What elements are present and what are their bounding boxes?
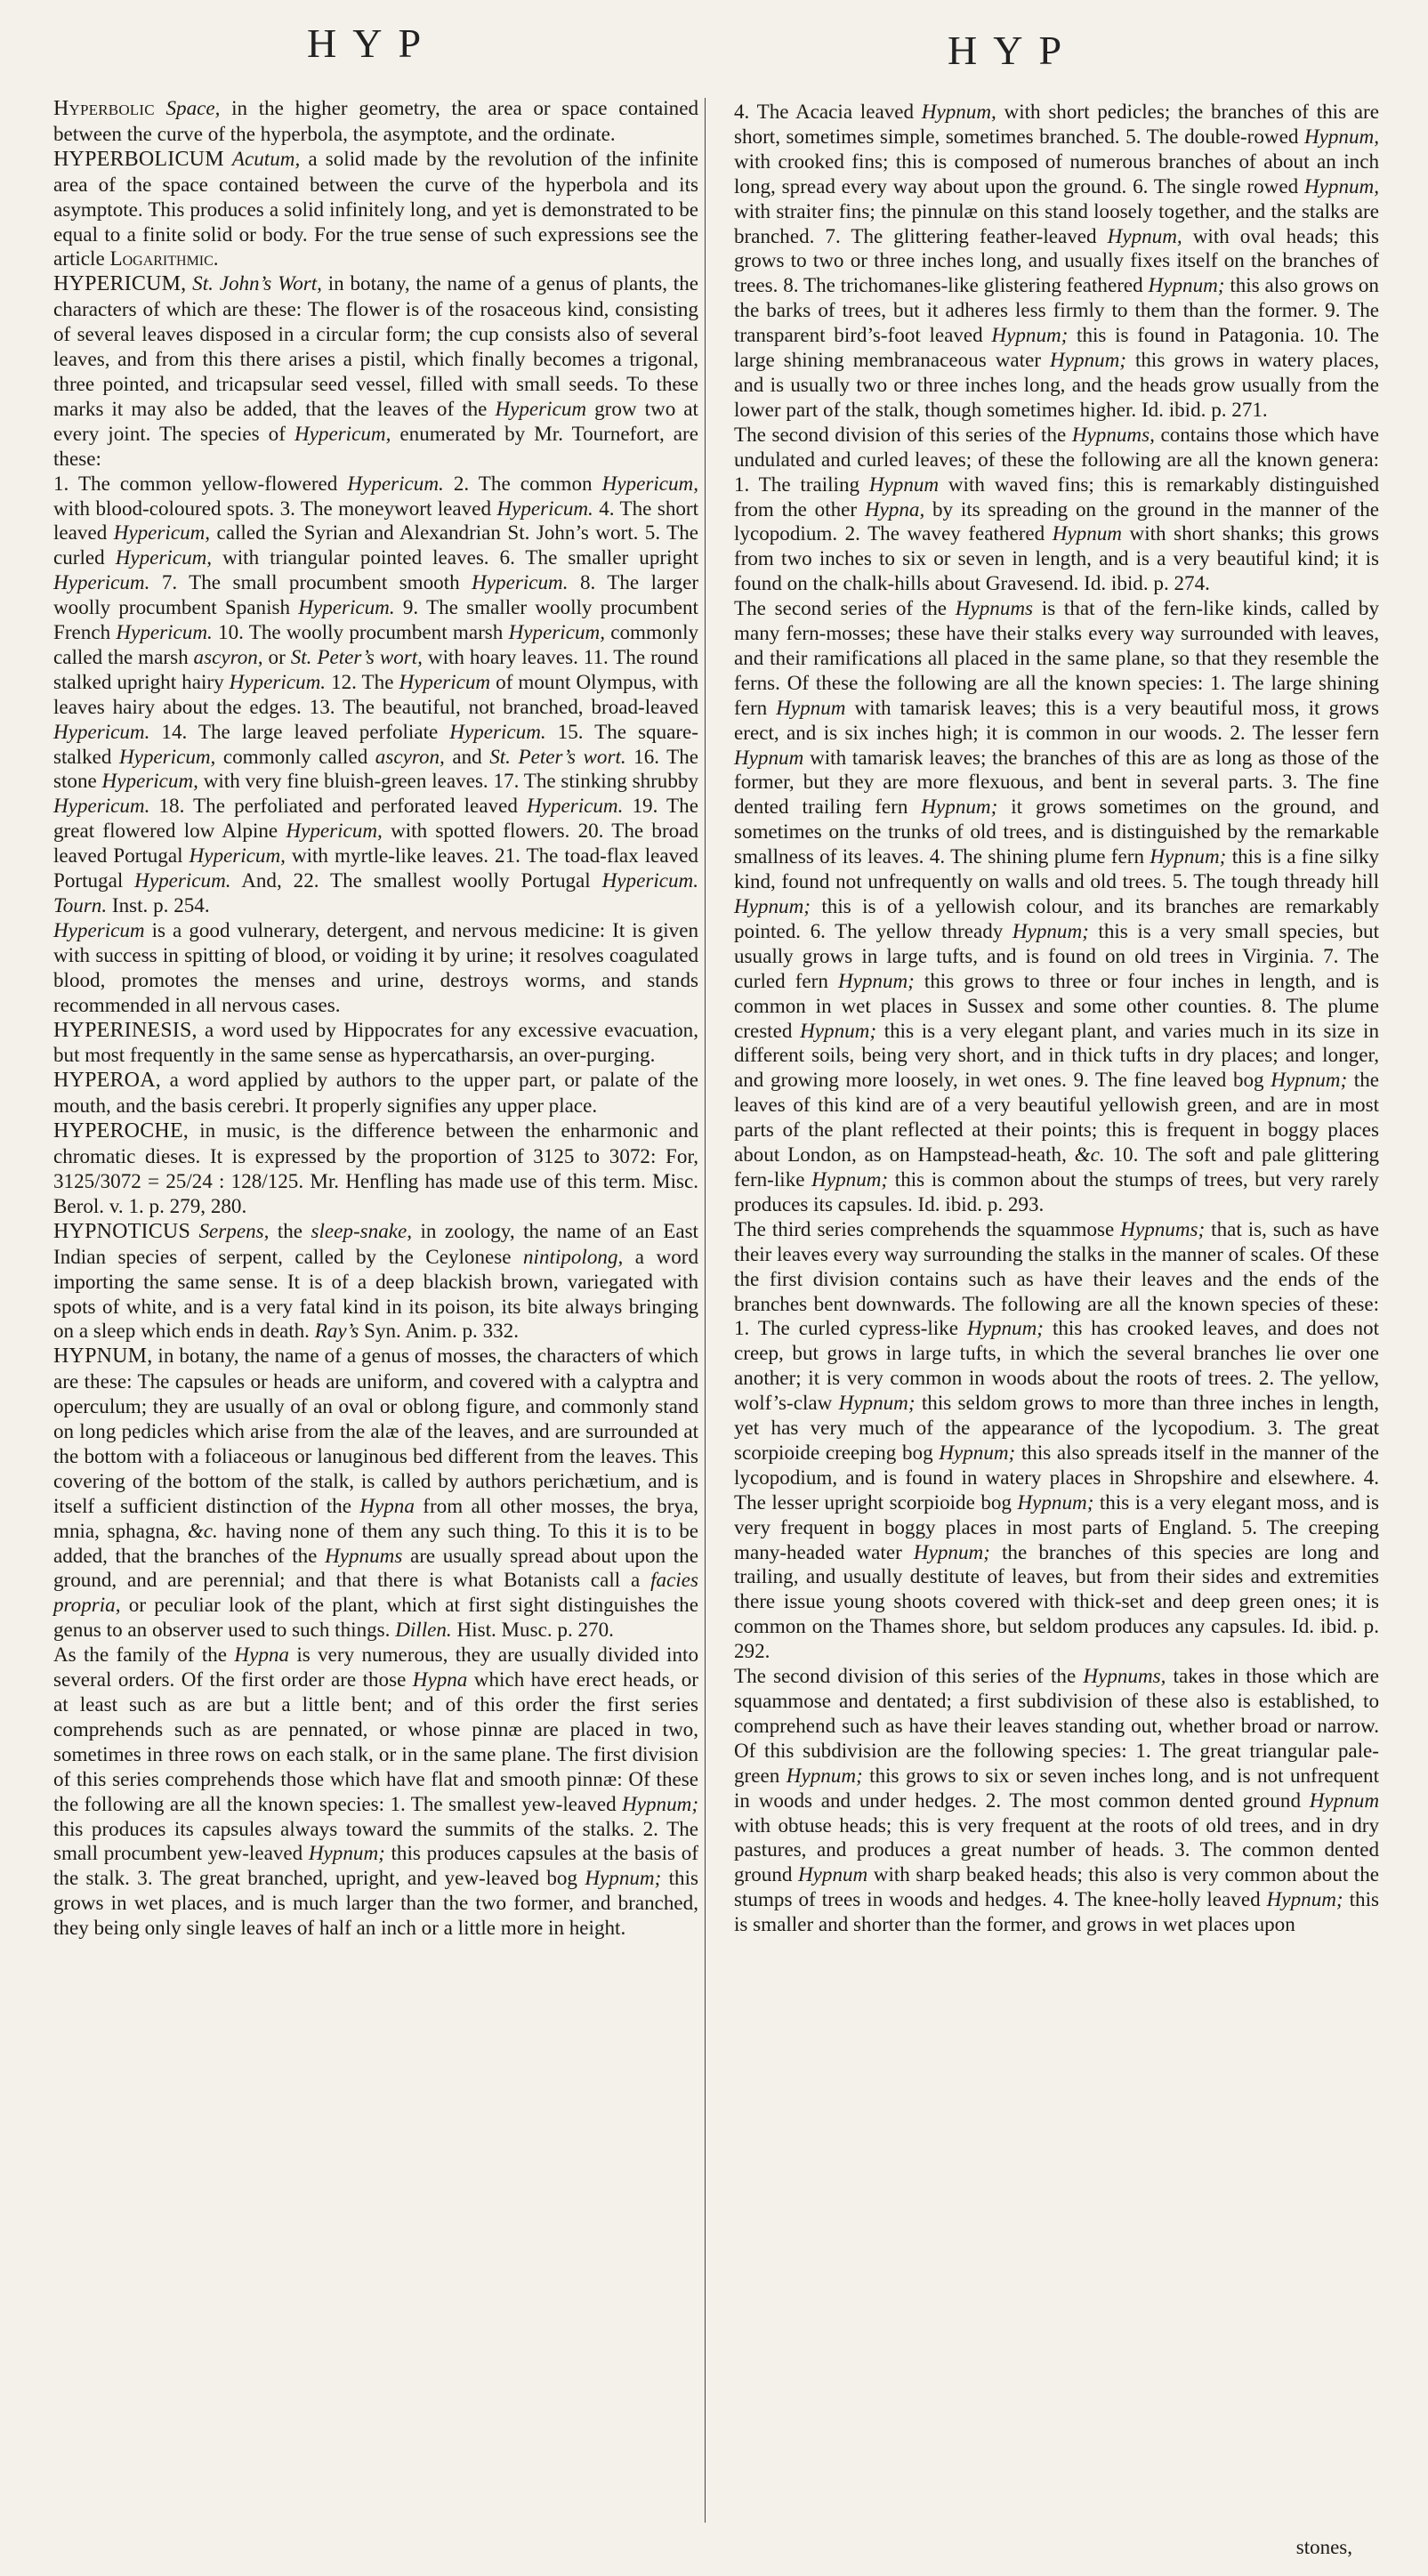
italic-run: Hypericum, (101, 769, 198, 793)
entry-headword: HYPEROA, (53, 1069, 161, 1093)
text-run: this seldom grows to more than three inches in length, yet has very much of the appearance of the lycopodium. 3. The great scorpioide creeping bog (734, 1391, 1379, 1464)
entry-headword: HYPEROCHE, (53, 1119, 190, 1143)
italic-run: &c. (1074, 1143, 1105, 1167)
italic-run: Hypna (234, 1643, 289, 1667)
italic-run: Hypericum, (294, 421, 391, 445)
italic-run: Ray’s (314, 1319, 359, 1343)
italic-run: Hypericum (495, 396, 587, 420)
text-run: the (277, 1218, 303, 1242)
text-run: The second series of the (734, 596, 948, 620)
entry-paragraph (53, 96, 698, 147)
text-run: 18. The perfoliated and perforated leaved (158, 794, 518, 818)
entry-paragraph (53, 147, 698, 272)
italic-run: Hypericum. (53, 794, 150, 818)
text-run: this is a very elegant plant, and varies much in its size in different soils, being very short, and in thick tufts in dry places; and longer, and growing more loosely, in wet ones. 9. The fine leaved bog (734, 1018, 1379, 1092)
italic-run: St. Peter’s wort, (290, 644, 423, 668)
italic-run: ascyron, (193, 644, 263, 668)
text-run: Inst. p. 254. (111, 893, 210, 917)
text-run: this has crooked leaves, and does not creep, but grows in large tufts, in which the several branches lie over one another; it is very common in woods about the roots of trees. 2. The yellow, wolf’s-claw (734, 1316, 1380, 1415)
entry-paragraph (53, 1219, 698, 1345)
text-run: with straiter fins; the pinnulæ on this stand loosely together, and the stalks are branched. 7. The glittering feather-leaved (734, 198, 1379, 247)
text-run: this is found in Patagonia. 10. The large shining membranaceous water (734, 323, 1379, 372)
italic-run: Hypericum, (113, 521, 211, 545)
text-run: with oval heads; this grows to two or three inches long, and usually fixes itself on the branches of trees. 8. The trichomanes-like glistering feathered (734, 223, 1380, 297)
text-run: with triangular pointed leaves. 6. The smaller upright (222, 545, 698, 569)
italic-run: Hypnum, (1303, 174, 1379, 198)
text-run: this produces capsules at the basis of the stalk. 3. The great branched, upright, and yew-leaved bog (53, 1841, 698, 1890)
italic-run: sleep-snake, (311, 1218, 413, 1242)
italic-run: Hypericum. (527, 794, 624, 818)
text-run: Hist. Musc. p. 270. (456, 1618, 614, 1642)
text-run: or peculiar look of the plant, which at first sight distinguishes the genus to an observer used to such things. (53, 1593, 698, 1642)
text-run: with obtuse heads; this is very frequent at the roots of old trees, and in dry pastures, and produces a great number of heads. 3. The common dented ground (734, 1813, 1379, 1886)
italic-run: Hypericum, (118, 744, 216, 768)
text-run: this is smaller and shorter than the former, and grows in wet places upon (734, 1887, 1379, 1936)
text-run: commonly called (222, 744, 368, 768)
text-run: 9. The smaller woolly procumbent French (53, 595, 698, 644)
text-run: The second division of this series of the (734, 422, 1067, 446)
text-run: or (268, 644, 286, 668)
italic-run: Hypnum; (734, 894, 811, 917)
text-run: this is common about the stumps of trees, but very rarely produces its capsules. Id. ibid. p. 293. (734, 1167, 1379, 1215)
text-paragraph (53, 918, 698, 1018)
text-run: with short shanks; this grows from two inches to six or seven in length, and is a very beautiful kind; it is found on the chalk-hills about Gravesend. Id. ibid. p. 274. (734, 521, 1379, 595)
italic-run: Hypnum; (585, 1866, 662, 1890)
text-run: this grows in wet places, and is much larger than the two former, and branched, they being only single leaves of half an inch or a little more in height. (53, 1866, 699, 1940)
italic-run: Hypnum; (921, 795, 998, 819)
text-run: 7. The small procumbent smooth (161, 570, 460, 594)
text-run: which have erect heads, or at least such as are but a little bent; and of this order the first series comprehends such as are pennated, or whose pinnæ are placed in two, sometimes in three rows on each stalk, or in the same plane. The first division of this series comprehends those which have flat and smooth pinnæ: Of these the following are all the known species: 1. The smallest yew-leaved (53, 1668, 699, 1815)
text-run: 12. The (331, 669, 394, 693)
text-run: with tamarisk leaves; the branches of this are as long as those of the former, but they are more flexuous, and bent in several parts. 3. The fine dented trailing fern (734, 745, 1379, 819)
italic-run: Hypericum. (53, 719, 150, 743)
text-run: this produces its capsules always toward the summits of the stalks. 2. The small procumbent yew-leaved (53, 1816, 698, 1865)
italic-run: Hypnum (797, 1862, 868, 1886)
italic-run: Hypnum; (622, 1791, 699, 1815)
text-run: 19. The great flowered low Alpine (53, 794, 698, 843)
entry-headword: HYPERBOLICUM (53, 147, 224, 171)
italic-run: Hypericum, (286, 819, 383, 843)
italic-run: Hypna, (864, 497, 925, 521)
text-run: a word importing the same sense. It is of a deep blackish brown, variegated with spots of white, and is a very fatal kind in its poison, its bite always bringing on a sleep which ends in death. (53, 1244, 698, 1343)
text-run: and (452, 744, 482, 768)
small-caps-run: Logarithmic. (109, 246, 219, 271)
italic-run: Hypnum; (1271, 1068, 1348, 1092)
italic-run: &c. (187, 1518, 218, 1542)
text-run: having none of them any such thing. To this it is to be added, that the branches of the (53, 1518, 698, 1567)
entry-headword: Hyperbolic (53, 97, 155, 120)
italic-run: Hypericum, (508, 620, 605, 644)
text-run: a solid made by the revolution of the infinite area of the space contained between the curve of the hyperbola and its asymptote. This produces a solid infinitely long, and yet is demonstrated to be equal to a finite solid or body. For the true sense of such expressions see the article (53, 146, 698, 271)
italic-run: Serpens, (198, 1218, 270, 1242)
text-run: in zoology, the name of an East Indian species of serpent, called by the Ceylonese (53, 1218, 698, 1268)
italic-run: Hypericum. (496, 496, 593, 520)
text-run: The third series comprehends the squammose (734, 1216, 1115, 1240)
italic-run: Hypnum; (1150, 844, 1227, 868)
text-run: with hoary leaves. 11. The round stalked upright hairy (53, 644, 698, 693)
entry-headword: HYPERICUM, (53, 272, 187, 296)
entry-headword: HYPERINESIS, (53, 1018, 198, 1042)
italic-run: Hypnum; (991, 323, 1069, 347)
italic-run: Acutum, (231, 146, 301, 170)
italic-run: Hypnum; (1266, 1887, 1343, 1911)
italic-run: Hypericum, (115, 545, 213, 569)
italic-run: Hypericum. (449, 719, 546, 743)
text-run: from all other mosses, the brya, mnia, sphagna, (53, 1493, 698, 1542)
italic-run: Hypnum; (837, 968, 915, 992)
text-run: with myrtle-like leaves. 21. The toad-flax leaved Portugal (53, 844, 698, 892)
running-head-left: HYP (307, 20, 438, 66)
italic-run: Hypericum (399, 669, 491, 693)
text-paragraph (734, 1664, 1379, 1937)
italic-run: Hypnum; (800, 1018, 877, 1042)
italic-run: Hypnum; (1148, 273, 1225, 297)
text-run: 1. The common yellow-flowered (53, 471, 338, 495)
entry-paragraph (53, 271, 698, 471)
text-run: this is of a yellowish colour, and its branches are remarkably pointed. 6. The yellow thready (734, 894, 1379, 942)
text-run: grow two at every joint. The species of (53, 396, 698, 445)
italic-run: Hypericum. (229, 669, 327, 693)
text-run: with waved fins; this is remarkably distinguished from the other (734, 472, 1379, 521)
text-run: of mount Olympus, with leaves hairy about the edges. 13. The beautiful, not branched, broad-leaved (53, 669, 698, 718)
text-run: with spotted flowers. 20. The broad leaved Portugal (53, 819, 698, 868)
text-run: this is a fine silky kind, found not unfrequently on walls and old trees. 5. The tough thready hill (734, 844, 1379, 893)
text-run: Syn. Anim. p. 332. (364, 1319, 519, 1343)
text-run: with sharp beaked heads; this also is very common about the stumps of trees in woods and hedges. 4. The knee-holly leaved (734, 1862, 1379, 1911)
text-run: in botany, the name of a genus of plants, the characters of which are these: The flower is of the rosaceous kind, consisting of several leaves disposed in a circular form; the cup consists also of several leaves, and from this there arises a pistil, which finally becomes a trigonal, three pointed, and tricapsular seed vessel, filled with small seeds. To these marks it may also be added, that the leaves of the (53, 271, 699, 420)
italic-run: Hypnums (955, 596, 1034, 620)
text-run: And, 22. The smallest woolly Portugal (241, 868, 591, 892)
text-run: in botany, the name of a genus of mosses, the characters of which are these: The capsules or heads are uniform, and covered with a calyptra and operculum; they are usually of an oval or oblong figure, and commonly stand on long pedicles which arise from the alæ of the leaves, and are surrounded at the bottom with a foliaceous or lanuginous bed different from the leaves. This covering of the bottom of the stalk, is called by authors perichætium, and is itself a sufficient distinction of the (53, 1344, 698, 1517)
italic-run: Hypna (412, 1668, 468, 1692)
entry-headword: HYPNUM, (53, 1345, 153, 1369)
italic-run: Hypericum. (298, 595, 395, 619)
right-column (734, 100, 1379, 1937)
text-run: 4. The short leaved (53, 496, 699, 545)
text-run: this is a very small species, but usually grows in large tufts, and is found on old trees in Virginia. 7. The curled fern (734, 918, 1379, 992)
italic-run: Hypnum; (1050, 348, 1126, 372)
italic-run: Hypnums; (1120, 1216, 1206, 1240)
text-run: with very fine bluish-green leaves. 17. The stinking shrubby (203, 769, 698, 793)
italic-run: Hypnum; (838, 1391, 916, 1415)
text-paragraph (734, 1217, 1379, 1664)
entry-paragraph (53, 1118, 698, 1219)
text-run: takes in those which are squammose and dentated; a first subdivision of these also is established, to comprehend such as have their leaves standing out, whether broad or narrow. Of this subdivision are the following species: 1. The great triangular pale-green (734, 1664, 1380, 1787)
text-run: this grows in watery places, and is usually two or three inches long, and the heads grow usually from the lower part of the stalk, though sometimes higher. Id. ibid. p. 271. (734, 348, 1380, 421)
entry-headword: HYPNOTICUS (53, 1219, 191, 1243)
text-paragraph (734, 596, 1379, 1217)
text-run: is that of the fern-like kinds, called by many fern-mosses; these have their stalks every way surrounded with leaves, and their ramifications all placed in the same plane, so that they resemble the ferns. Of these the following are all the known species: 1. The large shining fern (734, 596, 1379, 719)
italic-run: Hypnums (325, 1543, 403, 1567)
italic-run: Hypnum; (939, 1440, 1016, 1464)
italic-run: Hypnum, (1107, 223, 1182, 247)
italic-run: Dillen. (395, 1618, 452, 1642)
text-paragraph (734, 423, 1379, 596)
text-run: The second division of this series of the (734, 1664, 1077, 1688)
text-run: this grows to three or four inches in length, and is common in wet places in Sussex and some other counties. 8. The plume crested (734, 968, 1379, 1042)
catchword: stones, (1295, 2536, 1352, 2558)
text-run: As the family of the (53, 1643, 228, 1667)
text-run: is very numerous, they are usually divided into several orders. Of the first order are those (53, 1643, 698, 1692)
italic-run: Hypericum. Tourn. (53, 868, 699, 917)
text-run: 10. The soft and pale glittering fern-like (734, 1143, 1379, 1191)
text-run: a word applied by authors to the upper part, or palate of the mouth, and the basis cerebri. It properly signifies any upper place. (53, 1068, 698, 1118)
text-run: 14. The large leaved perfoliate (161, 719, 439, 743)
text-run: 16. The stone (53, 744, 699, 793)
italic-run: Hypericum (53, 917, 145, 941)
italic-run: Hypericum. (53, 570, 150, 594)
italic-run: Hypericum. (472, 570, 569, 594)
italic-run: Hypnum; (1017, 1490, 1094, 1514)
text-run: a word used by Hippocrates for any excessive evacuation, but most frequently in the same sense as hypercatharsis, an over-purging. (53, 1017, 698, 1067)
running-head-right: HYP (948, 28, 1078, 73)
text-paragraph (53, 472, 698, 918)
text-run: 4. The Acacia leaved (734, 100, 915, 123)
text-run: this is a very elegant moss, and is very frequent in boggy places in most parts of England. 5. The creeping many-headed water (734, 1490, 1379, 1563)
text-run: commonly called the marsh (53, 620, 699, 668)
text-run: with blood-coloured spots. 3. The moneywort leaved (53, 496, 492, 520)
text-run: it grows sometimes on the ground, and sometimes on the trunks of old trees, and is distinguished by the remarkable smallness of its leaves. 4. The shining plume fern (734, 795, 1379, 868)
text-run: are usually spread about upon the ground, and are perennial; and that there is what Botanists call a (53, 1543, 698, 1592)
italic-run: Hypnum (776, 695, 846, 719)
text-paragraph (734, 100, 1379, 423)
italic-run: Hypnum; (811, 1167, 889, 1191)
italic-run: St. Peter’s wort. (489, 744, 626, 768)
italic-run: facies propria, (53, 1568, 698, 1617)
italic-run: Hypnum; (913, 1539, 990, 1563)
italic-run: Hypnum; (1012, 918, 1089, 942)
italic-run: Hypnum; (786, 1763, 863, 1787)
text-run: 10. The woolly procumbent marsh (218, 620, 504, 644)
column-divider (705, 98, 706, 2523)
text-run: that is, such as have their leaves every way surrounding the stalks in the manner of scales. Of these the first division contains such as have their leaves and the ends of the branches bent downwards. The following are all the known species of these: 1. The curled cypress-like (734, 1216, 1379, 1340)
italic-run: Hypnums, (1083, 1664, 1166, 1688)
text-run: 15. The square-stalked (53, 719, 698, 768)
text-run: the branches of this species are long and trailing, and usually destitute of leaves, but from their sides and extremities there issue young shoots covered with thick-set and deep green ones; it is common on the Thames shore, but seldom produces any capsules. Id. ibid. p. 292. (734, 1539, 1379, 1663)
text-run: this grows to six or seven inches long, and is not unfrequent in woods and under hedges. 2. The most common dented ground (734, 1763, 1379, 1812)
italic-run: Hypna (359, 1493, 415, 1517)
text-run: is a good vulnerary, detergent, and nervous medicine: It is given with success in spitting of blood, or voiding it by urine; it resolves coagulated blood, promotes the menses and urine, destroys worms, and stands recommended in all nervous cases. (53, 917, 699, 1016)
text-run: this also spreads itself in the manner of the lycopodium, and is found in watery places in Shropshire and elsewhere. 4. The lesser upright scorpioide bog (734, 1440, 1379, 1514)
italic-run: Hypericum, (189, 844, 286, 868)
italic-run: nintipolong, (523, 1244, 624, 1268)
italic-run: Hypericum. (347, 471, 444, 495)
italic-run: Hypericum, (601, 471, 698, 495)
left-column (53, 96, 698, 1941)
italic-run: St. John’s Wort, (192, 271, 322, 295)
text-run: called the Syrian and Alexandrian St. John’s wort. 5. The curled (53, 521, 699, 569)
text-run: this also grows on the barks of trees, but it adheres less firmly to them than the former. 9. The transparent bird’s-foot leaved (734, 273, 1379, 347)
italic-run: Hypnum; (967, 1316, 1044, 1340)
italic-run: Hypnum, (921, 100, 996, 123)
italic-run: Hypericum. (134, 868, 231, 892)
italic-run: Hypnum; (308, 1841, 385, 1865)
text-run: 8. The larger woolly procumbent Spanish (53, 570, 699, 619)
italic-run: Hypericum. (116, 620, 213, 644)
italic-run: Hypnum (1309, 1788, 1379, 1812)
italic-run: Space, (165, 96, 221, 119)
entry-paragraph (53, 1068, 698, 1118)
entry-paragraph (53, 1018, 698, 1069)
text-run: in music, is the difference between the enharmonic and chromatic dieses. It is expressed by the proportion of 3125 to 3072: For, 3125/3072 = 25/24 : 128/125. Mr. Henfling has made use of this term. Misc. Berol. v. 1. p. 279, 280. (53, 1118, 698, 1217)
text-run: 2. The common (453, 471, 593, 495)
text-paragraph (53, 1643, 698, 1941)
text-run: by its spreading on the ground in the manner of the lycopodium. 2. The wavey feathered (734, 497, 1379, 545)
text-run: with crooked fins; this is composed of numerous branches of about an inch long, spread every way about upon the ground. 6. The single rowed (734, 149, 1379, 198)
text-run: enumerated by Mr. Tournefort, are these: (53, 421, 698, 470)
italic-run: Hypnums, (1071, 422, 1155, 446)
italic-run: ascyron, (375, 744, 445, 768)
text-run: with tamarisk leaves; this is a very beautiful moss, it grows erect, and is six inches high; it is common in our woods. 2. The lesser fern (734, 695, 1379, 744)
italic-run: Hypnum (734, 745, 804, 769)
text-run: in the higher geometry, the area or space contained between the curve of the hyperbola, the asymptote, and the ordinate. (53, 96, 698, 145)
italic-run: Hypnum (868, 472, 940, 496)
italic-run: Hypnum (1052, 521, 1122, 545)
text-run: the leaves of this kind are of a very beautiful yellowish green, and are in most parts of the plant reflected at their points; this is frequent in boggy places about London, as on Hampstead-heath, (734, 1068, 1379, 1167)
text-run: contains those which have undulated and curled leaves; of these the following are all the known genera: 1. The trailing (734, 422, 1379, 496)
entry-paragraph (53, 1344, 698, 1643)
text-run: with short pedicles; the branches of this are short, sometimes simple, sometimes branched. 5. The double-rowed (734, 100, 1379, 148)
italic-run: Hypnum, (1303, 124, 1379, 148)
